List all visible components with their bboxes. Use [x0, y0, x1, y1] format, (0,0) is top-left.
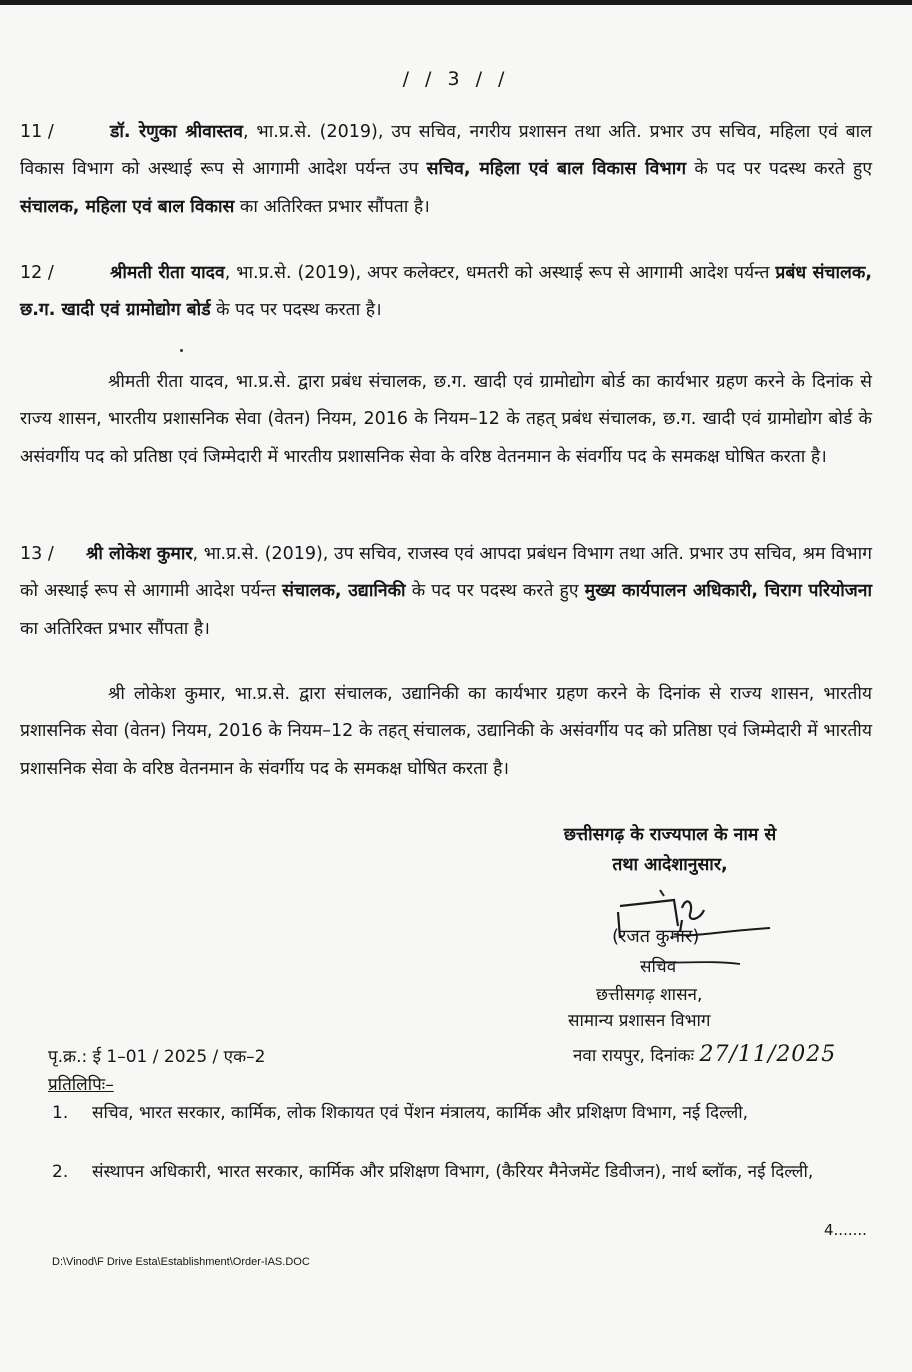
para-number: 12 /	[20, 263, 54, 283]
signatory-department: सामान्य प्रशासन विभाग	[568, 1011, 711, 1031]
continuation-marker: 4.......	[824, 1221, 867, 1239]
file-path: D:\Vinod\F Drive Esta\Establishment\Order-IAS.DOC	[52, 1256, 310, 1268]
signatory-designation: सचिव	[640, 957, 677, 977]
order-para-13: 13 / श्री लोकेश कुमार, भा.प्र.से. (2019), उप सचिव, राजस्व एवं आपदा प्रबंधन विभाग तथा अति. प्रभार उप सचिव, श्रम विभाग को अस्थाई रूप से आगामी आदेश पर्यन्त संचालक, उद्यानिकी के पद पर पदस्थ करते हुए मुख्य कार्यपालन अधिकारी, चिराग परियोजना का अतिरिक्त प्रभार सौंपता है।	[20, 536, 872, 648]
page-number: / / 3 / /	[402, 68, 510, 90]
copy-item: 1. सचिव, भारत सरकार, कार्मिक, लोक शिकायत एवं पेंशन मंत्रालय, कार्मिक और प्रशिक्षण विभाग, नई दिल्ली,	[52, 1103, 749, 1123]
order-para-12: 12 / श्रीमती रीता यादव, भा.प्र.से. (2019), अपर कलेक्टर, धमतरी को अस्थाई रूप से आगामी आदेश पर्यन्त प्रबंध संचालक, छ.ग. खादी एवं ग्रामोद्योग बोर्ड के पद पर पदस्थ करता है।	[20, 255, 872, 330]
para-number: 11 /	[20, 122, 54, 142]
copy-item: 2. संस्थापन अधिकारी, भारत सरकार, कार्मिक और प्रशिक्षण विभाग, (कैरियर मैनेजमेंट डिवीजन), नार्थ ब्लॉक, नई दिल्ली,	[52, 1162, 814, 1182]
signatory-name: (रजत कुमार)	[612, 926, 700, 947]
handwritten-date: 27/11/2025	[699, 1042, 837, 1067]
order-para-11: 11 / डॉ. रेणुका श्रीवास्तव, भा.प्र.से. (2019), उप सचिव, नगरीय प्रशासन तथा अति. प्रभार उप सचिव, महिला एवं बाल विकास विभाग को अस्थाई रूप से आगामी आदेश पर्यन्त उप सचिव, महिला एवं बाल विकास विभाग के पद पर पदस्थ करते हुए संचालक, महिला एवं बाल विकास का अतिरिक्त प्रभार सौंपता है।	[20, 114, 872, 226]
stray-dot	[180, 349, 183, 352]
order-para-12-equivalence: श्रीमती रीता यादव, भा.प्र.से. द्वारा प्रबंध संचालक, छ.ग. खादी एवं ग्रामोद्योग बोर्ड का कार्यभार ग्रहण करने के दिनांक से राज्य शासन, भारतीय प्रशासनिक सेवा (वेतन) नियम, 2016 के नियम–12 के तहत् प्रबंध संचालक, छ.ग. खादी एवं ग्रामोद्योग बोर्ड के असंवर्गीय पद को प्रतिष्ठा एवं जिम्मेदारी में भारतीय प्रशासनिक सेवा के वरिष्ठ वेतनमान के संवर्गीय पद के समकक्ष घोषित करता है।	[20, 372, 872, 467]
order-para-13-equivalence: श्री लोकेश कुमार, भा.प्र.से. द्वारा संचालक, उद्यानिकी का कार्यभार ग्रहण करने के दिनांक से राज्य शासन, भारतीय प्रशासनिक सेवा (वेतन) नियम, 2016 के नियम–12 के तहत् संचालक, उद्यानिकी के असंवर्गीय पद को प्रतिष्ठा एवं जिम्मेदारी में भारतीय प्रशासनिक सेवा के वरिष्ठ वेतनमान के संवर्गीय पद के समकक्ष घोषित करता है।	[20, 684, 872, 779]
place-and-date: नवा रायपुर, दिनांकः 27/11/2025	[573, 1042, 837, 1067]
signatory-government: छत्तीसगढ़ शासन,	[596, 985, 703, 1005]
para-number: 13 /	[20, 544, 54, 564]
top-edge-bar	[0, 0, 912, 5]
signature-authority: छत्तीसगढ़ के राज्यपाल के नाम से तथा आदेशानुसार,	[563, 825, 777, 875]
reference-number: पृ.क्र.: ई 1–01 / 2025 / एक–2	[48, 1047, 266, 1067]
copy-heading: प्रतिलिपिः–	[48, 1075, 114, 1095]
